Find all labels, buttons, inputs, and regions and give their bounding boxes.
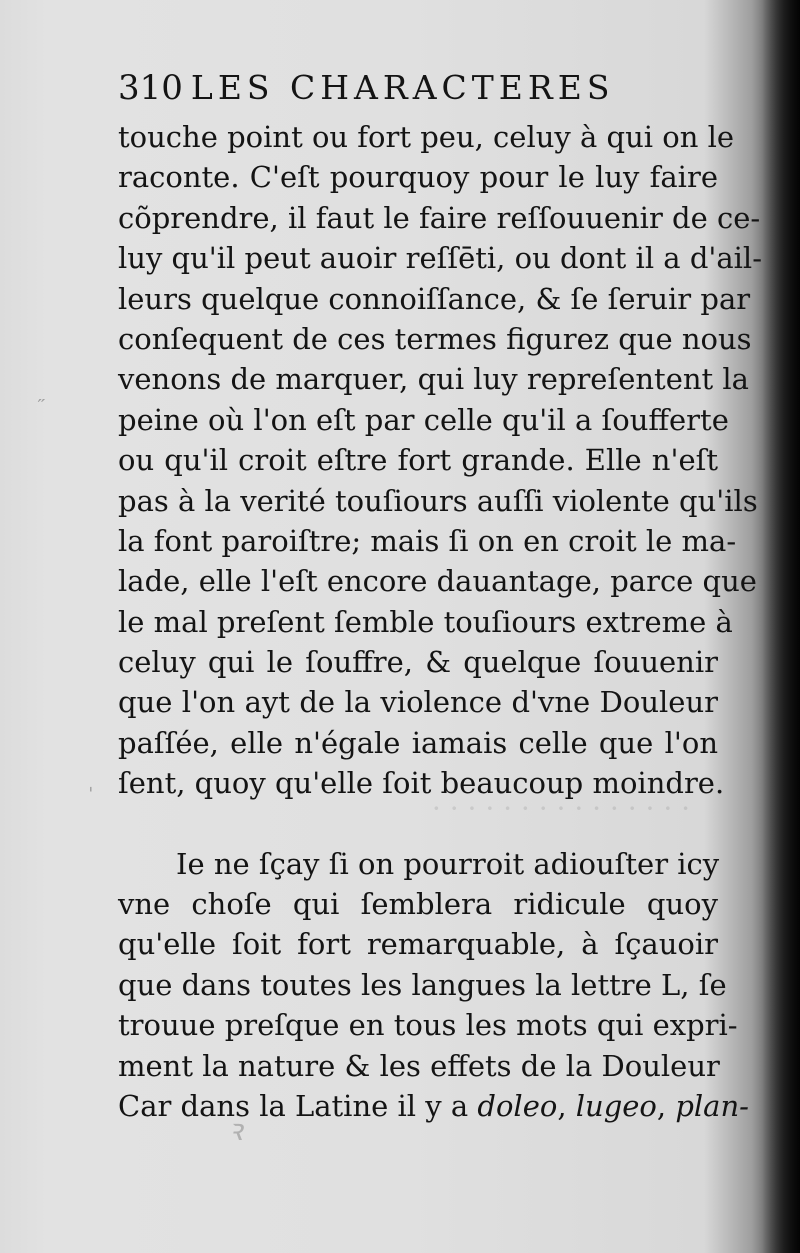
paragraph-1 [118, 117, 762, 804]
italic-word: lugeo [575, 1088, 657, 1123]
text-line: le mal preſent ſemble touſiours extreme à [118, 604, 733, 639]
italic-word: doleo [477, 1088, 558, 1123]
body-text [118, 117, 762, 1126]
text-line: que l'on ayt de la violence d'vne Douleur [118, 685, 718, 720]
text-line: touche point ou fort peu, celuy à qui on le [118, 120, 735, 154]
text-line: lade, elle l'eſt encore dauantage, parce que [118, 564, 757, 599]
text-line: peine où l'on eſt par celle qu'il a ſoufferte [118, 402, 729, 437]
paragraph-2 [118, 844, 749, 1127]
margin-mark: ˌ [88, 770, 94, 794]
text-line: Ie ne ſçay ſi on pourroit adiouſter icy [176, 846, 720, 881]
page-edge-shadow [762, 0, 800, 1253]
text-line: paſſée, elle n'égale iamais celle que l'on [118, 725, 718, 760]
paragraph-gap [118, 804, 718, 844]
text-line: que dans toutes les langues la lettre L, ſe [118, 967, 727, 1002]
italic-word: plan- [675, 1088, 749, 1123]
text-line: ment la nature & les effets de la Douleur [118, 1048, 720, 1083]
show-through-text: · · · · · · · · · · · · · · · [431, 792, 690, 825]
text-line: ſent, quoy qu'elle ſoit beaucoup moindre. [118, 766, 725, 801]
text-line: cõprendre, il faut le faire reſſouuenir de ce- [118, 200, 761, 235]
running-head: LES CHARACTERES [190, 68, 615, 107]
text-line: leurs quelque connoiſſance, & ſe ſeruir par [118, 281, 751, 316]
page-number: 310 [118, 68, 183, 108]
page-header [118, 68, 718, 114]
text-line: qu'elle ſoit fort remarquable, à ſçauoir [118, 927, 718, 962]
text-line: pas à la verité touſiours auſſi violente qu'ils [118, 483, 758, 518]
text-line: la font paroiſtre; mais ſi on en croit le ma- [118, 523, 737, 558]
last-line-roman: Car dans la Latine il y a [118, 1088, 478, 1123]
text-line: vne choſe qui ſemblera ridicule quoy [118, 887, 718, 922]
margin-mark: ˶ [38, 385, 45, 409]
text-line: ou qu'il croit eſtre fort grande. Elle n'eſt [118, 443, 718, 478]
separator: , [656, 1088, 676, 1123]
text-line: conſequent de ces termes figurez que nous [118, 321, 752, 356]
text-line: venons de marquer, qui luy repreſentent la [118, 362, 749, 397]
text-line-last [118, 1086, 749, 1126]
text-line: celuy qui le ſouffre, & quelque ſouuenir [118, 645, 718, 680]
text-line: trouue preſque en tous les mots qui expri- [118, 1008, 738, 1043]
text-line: raconte. C'eſt pourquoy pour le luy faire [118, 160, 718, 195]
faint-ink-mark: ꝛ [228, 1113, 243, 1148]
separator: , [557, 1088, 576, 1123]
text-line: luy qu'il peut auoir reſſēti, ou dont il a d'ail- [118, 241, 762, 276]
